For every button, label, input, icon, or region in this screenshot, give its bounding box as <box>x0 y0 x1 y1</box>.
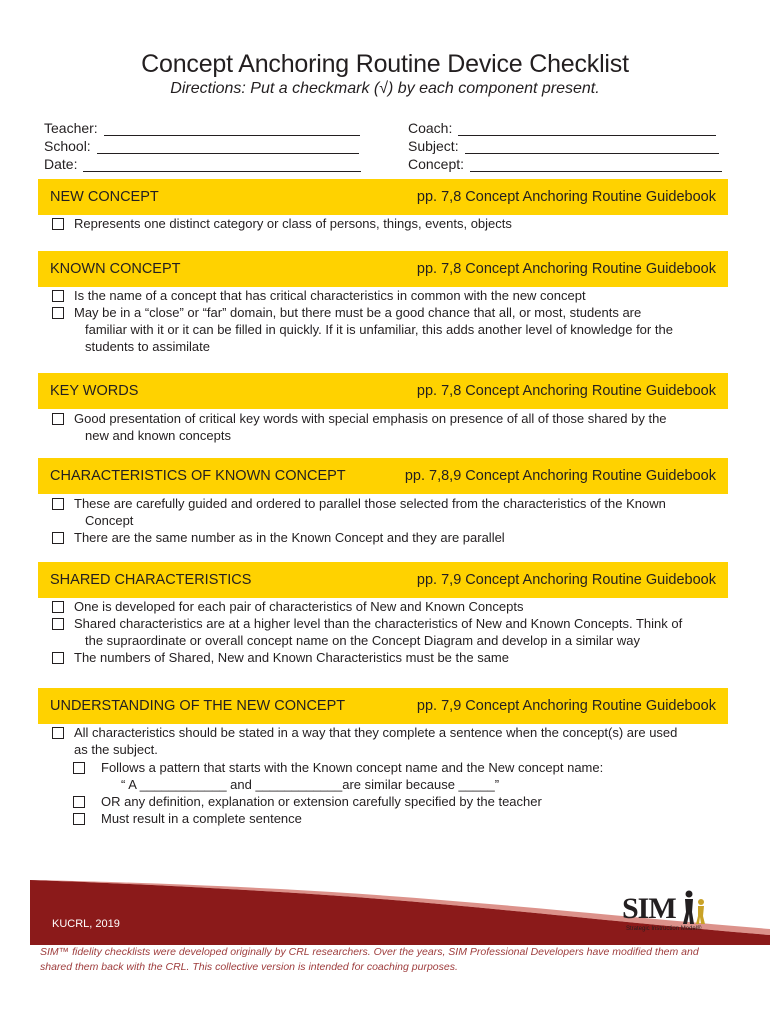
checklist-subitem <box>73 759 713 793</box>
item-text-line: Follows a pattern that starts with the Known concept name and the New concept name: <box>101 760 604 775</box>
subject-label: Subject: <box>408 138 459 154</box>
item-text-line: as the subject. <box>74 742 158 757</box>
checkbox[interactable] <box>52 498 64 510</box>
school-field[interactable] <box>44 136 359 154</box>
section-characteristics-known-header <box>38 458 728 494</box>
checkbox[interactable] <box>52 218 64 230</box>
teacher-line[interactable] <box>104 124 360 136</box>
item-text-line: There are the same number as in the Known Concept and they are parallel <box>74 530 505 545</box>
directions: Directions: Put a checkmark (√) by each component present. <box>170 80 600 97</box>
checklist-item <box>52 724 732 758</box>
item-text-line: One is developed for each pair of characteristics of New and Known Concepts <box>74 599 524 614</box>
section-reference: pp. 7,8 Concept Anchoring Routine Guidebook <box>416 189 716 205</box>
section-heading: KEY WORDS <box>50 383 139 399</box>
checklist-item <box>52 495 732 529</box>
logo-text: SIM <box>622 892 676 925</box>
item-text-line: students to assimilate <box>85 339 211 354</box>
checkbox[interactable] <box>52 618 64 630</box>
teacher-field[interactable] <box>44 118 360 136</box>
checkbox[interactable] <box>52 601 64 613</box>
section-key-words-header <box>38 373 728 409</box>
checklist-item <box>52 410 732 444</box>
concept-field[interactable] <box>408 154 722 172</box>
item-text-line: These are carefully guided and ordered to parallel those selected from the characteristics of the Known <box>74 496 666 511</box>
section-new-concept-header <box>38 179 728 215</box>
item-text-line: “ A ____________ and ____________are similar because _____” <box>121 777 500 792</box>
item-text-line: All characteristics should be stated in a way that they complete a sentence when the concept(s) are used <box>74 725 678 740</box>
section-heading: CHARACTERISTICS OF KNOWN CONCEPT <box>50 468 346 484</box>
section-reference: pp. 7,9 Concept Anchoring Routine Guidebook <box>416 698 716 714</box>
item-text-line: OR any definition, explanation or extension carefully specified by the teacher <box>101 794 542 809</box>
section-reference: pp. 7,8 Concept Anchoring Routine Guidebook <box>416 383 716 399</box>
item-text-line: May be in a “close” or “far” domain, but there must be a good chance that all, or most, students are <box>74 305 642 320</box>
section-reference: pp. 7,9 Concept Anchoring Routine Guidebook <box>416 572 716 588</box>
checkbox[interactable] <box>73 813 85 825</box>
date-field[interactable] <box>44 154 361 172</box>
sim-logo <box>622 888 722 936</box>
section-reference: pp. 7,8 Concept Anchoring Routine Guidebook <box>416 261 716 277</box>
section-known-concept-header <box>38 251 728 287</box>
checkbox[interactable] <box>73 762 85 774</box>
section-heading: NEW CONCEPT <box>50 189 159 205</box>
date-label: Date: <box>44 156 78 172</box>
footer-credit: KUCRL, 2019 <box>52 918 120 930</box>
school-label: School: <box>44 138 91 154</box>
teacher-label: Teacher: <box>44 120 98 136</box>
section-heading: KNOWN CONCEPT <box>50 261 181 277</box>
item-text-line: new and known concepts <box>85 428 231 443</box>
item-text-line: familiar with it or it can be filled in quickly. If it is unfamiliar, this adds another level of knowledge for the <box>85 322 673 337</box>
section-reference: pp. 7,8,9 Concept Anchoring Routine Guidebook <box>404 468 716 484</box>
section-heading: UNDERSTANDING OF THE NEW CONCEPT <box>50 698 346 714</box>
school-line[interactable] <box>97 142 359 154</box>
section-heading: SHARED CHARACTERISTICS <box>50 572 252 588</box>
date-line[interactable] <box>83 160 361 172</box>
coach-field[interactable] <box>408 118 716 136</box>
item-text-line: the supraordinate or overall concept name on the Concept Diagram and develop in a similar way <box>85 633 640 648</box>
section-shared-characteristics-header <box>38 562 728 598</box>
logo-subtitle: Strategic Instruction Model® <box>626 926 702 932</box>
concept-label: Concept: <box>408 156 465 172</box>
section-understanding-header <box>38 688 728 724</box>
item-text-line: Concept <box>85 513 134 528</box>
coach-line[interactable] <box>458 124 716 136</box>
subject-line[interactable] <box>465 142 719 154</box>
checklist-item <box>52 615 732 649</box>
checklist-item <box>52 304 732 356</box>
checkbox[interactable] <box>52 727 64 739</box>
item-text-line: Must result in a complete sentence <box>101 811 302 826</box>
item-text-line: Represents one distinct category or class of persons, things, events, objects <box>74 216 512 231</box>
item-text-line: The numbers of Shared, New and Known Characteristics must be the same <box>74 650 509 665</box>
item-text-line: Good presentation of critical key words with special emphasis on presence of all of those shared by the <box>74 411 667 426</box>
coach-label: Coach: <box>408 120 453 136</box>
item-text-line: Shared characteristics are at a higher level than the characteristics of New and Known Concepts. Think of <box>74 616 683 631</box>
checkbox[interactable] <box>73 796 85 808</box>
subject-field[interactable] <box>408 136 719 154</box>
checkbox[interactable] <box>52 307 64 319</box>
footer-disclaimer: SIM™ fidelity checklists were developed originally by CRL researchers. Over the years, SIM Professional Developers have modified them and shared them back with the CRL. This collective version is intended for coaching purposes. <box>40 946 699 973</box>
page-title: Concept Anchoring Routine Device Checklist <box>141 50 629 78</box>
item-text-line: Is the name of a concept that has critical characteristics in common with the new concept <box>74 288 586 303</box>
checkbox[interactable] <box>52 413 64 425</box>
checkbox[interactable] <box>52 652 64 664</box>
concept-line[interactable] <box>470 160 722 172</box>
checkbox[interactable] <box>52 532 64 544</box>
checkbox[interactable] <box>52 290 64 302</box>
logo-figures-icon <box>680 890 708 926</box>
